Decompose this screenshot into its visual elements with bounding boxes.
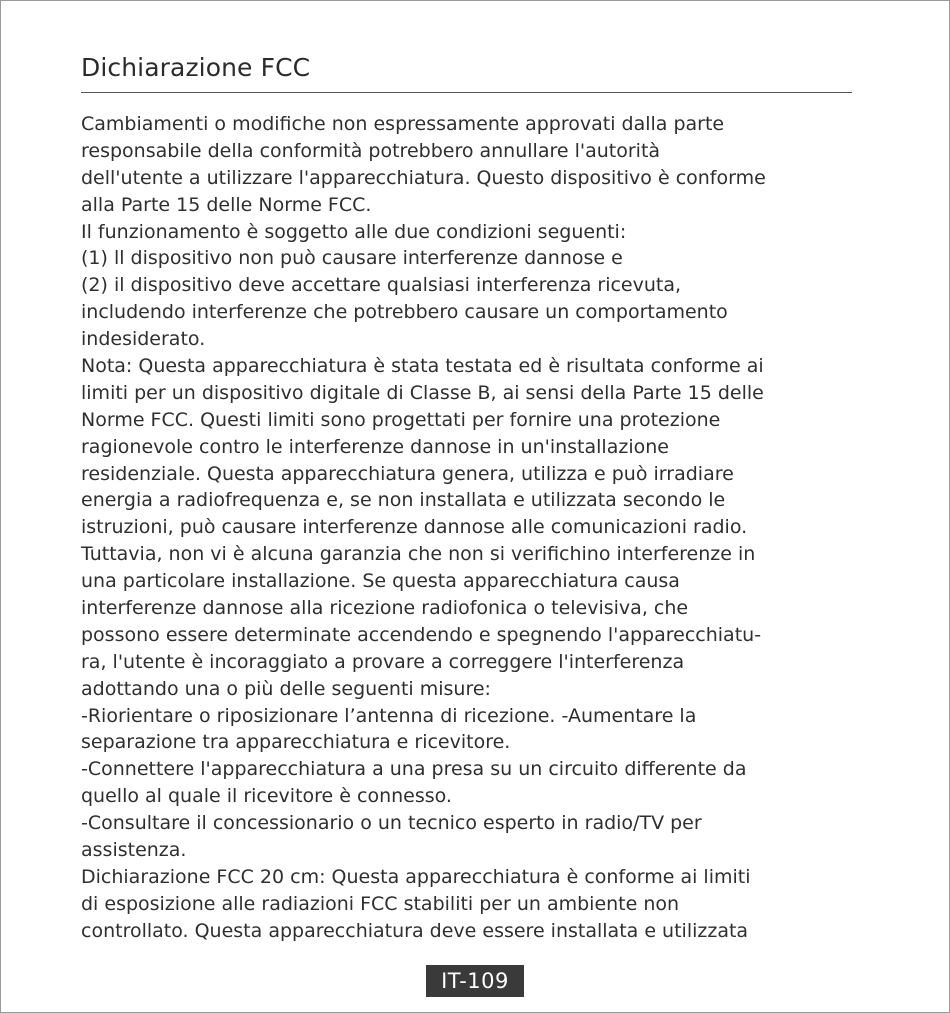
text-line: (2) il dispositivo deve accettare qualsiasi interferenza ricevuta, — [81, 274, 682, 297]
text-line: Norme FCC. Questi limiti sono progettati per fornire una protezione — [81, 408, 721, 431]
text-line: possono essere determinate accendendo e spegnendo l'apparecchiatu- — [81, 623, 762, 646]
text-line: Il funzionamento è soggetto alle due condizioni seguenti: — [81, 220, 627, 243]
text-line: -Consultare il concessionario o un tecnico esperto in radio/TV per — [81, 812, 702, 835]
text-line: quello al quale il ricevitore è connesso. — [81, 785, 452, 808]
text-line: energia a radiofrequenza e, se non installata e utilizzata secondo le — [81, 489, 726, 512]
title-divider — [81, 92, 852, 93]
text-line: controllato. Questa apparecchiatura deve essere installata e utilizzata — [81, 919, 749, 942]
text-line: limiti per un dispositivo digitale di Classe B, ai sensi della Parte 15 delle — [81, 381, 764, 404]
text-line: includendo interferenze che potrebbero causare un comportamento — [81, 301, 728, 324]
text-line: interferenze dannose alla ricezione radiofonica o televisiva, che — [81, 597, 689, 620]
text-line: -Riorientare o riposizionare l’antenna di ricezione. -Aumentare la — [81, 704, 697, 727]
text-line: -Connettere l'apparecchiatura a una presa su un circuito differente da — [81, 758, 747, 781]
text-line: alla Parte 15 delle Norme FCC. — [81, 193, 372, 216]
text-line: (1) ll dispositivo non può causare interferenze dannose e — [81, 247, 623, 270]
text-line: ragionevole contro le interferenze dannose in un'installazione — [81, 435, 669, 458]
text-line: indesiderato. — [81, 328, 206, 351]
text-line: dell'utente a utilizzare l'apparecchiatura. Questo dispositivo è conforme — [81, 166, 766, 189]
page-number-badge: IT-109 — [426, 965, 524, 997]
text-line: residenziale. Questa apparecchiatura genera, utilizza e può irradiare — [81, 462, 734, 485]
text-line: Nota: Questa apparecchiatura è stata testata ed è risultata conforme ai — [81, 355, 764, 378]
text-line: adottando una o più delle seguenti misure: — [81, 677, 491, 700]
text-line: di esposizione alle radiazioni FCC stabiliti per un ambiente non — [81, 892, 680, 915]
text-line: assistenza. — [81, 839, 187, 862]
text-line: Cambiamenti o modifiche non espressamente approvati dalla parte — [81, 113, 725, 135]
text-line: separazione tra apparecchiatura e ricevitore. — [81, 731, 511, 754]
page-title: Dichiarazione FCC — [81, 53, 311, 82]
text-line: responsabile della conformità potrebbero annullare l'autorità — [81, 139, 661, 162]
text-line: Tuttavia, non vi è alcuna garanzia che non si verifichino interferenze in — [81, 543, 756, 566]
body-text — [81, 111, 856, 945]
text-line: Dichiarazione FCC 20 cm: Questa apparecchiatura è conforme ai limiti — [81, 865, 751, 888]
text-line: istruzioni, può causare interferenze dannose alle comunicazioni radio. — [81, 516, 748, 539]
text-line: una particolare installazione. Se questa apparecchiatura causa — [81, 570, 680, 593]
text-line: ra, l'utente è incoraggiato a provare a correggere l'interferenza — [81, 650, 685, 673]
